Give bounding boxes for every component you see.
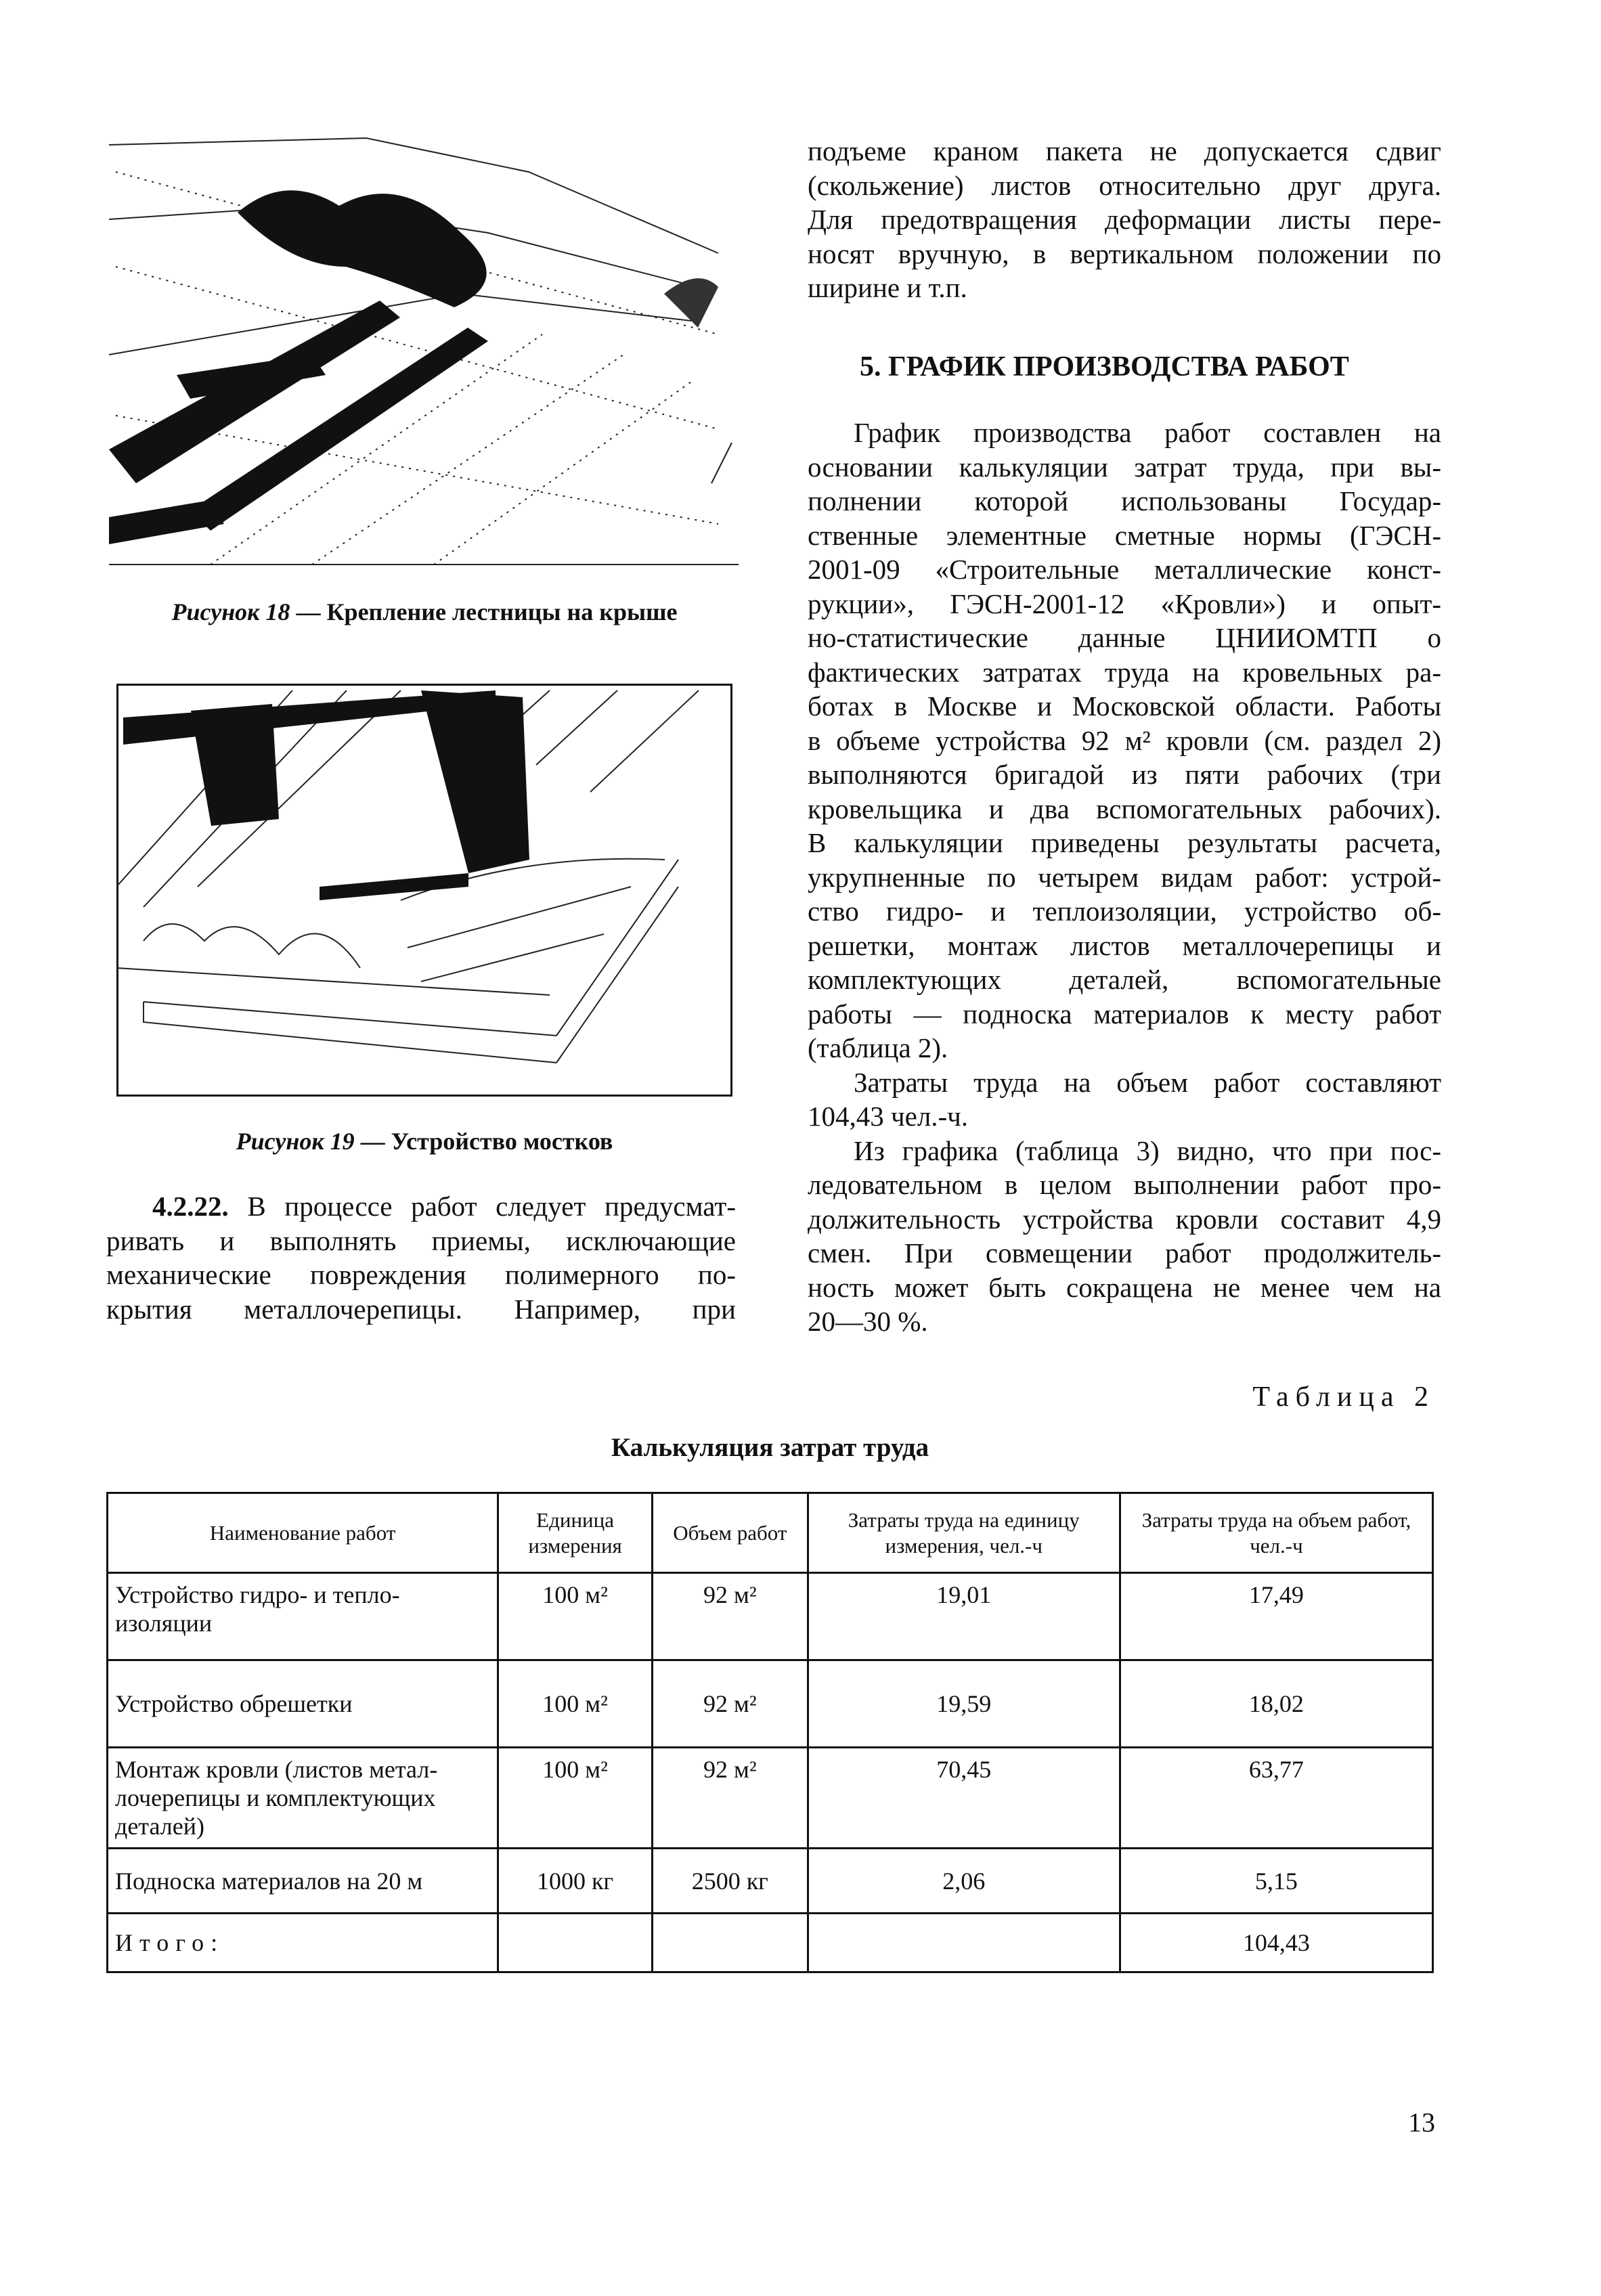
figure-18-roof-ladder-illustration <box>109 131 745 585</box>
table-title: Калькуляция затрат труда <box>611 1433 929 1462</box>
figure-19-label: Рисунок 19 <box>236 1128 355 1155</box>
table-row <box>108 1573 1433 1660</box>
table-row <box>108 1849 1433 1914</box>
section-paragraph-3 <box>808 1134 1441 1339</box>
cell: Итого: <box>108 1914 498 1972</box>
cell <box>498 1914 653 1972</box>
paragraph-line: (таблица 2). <box>808 1032 948 1063</box>
cell: Подноска материалов на 20 м <box>108 1849 498 1914</box>
header-cell: Затраты труда на объем работ, чел.-ч <box>1120 1493 1432 1573</box>
paragraph-line: рукции», ГЭСН-2001-12 «Кровли») и опыт- <box>808 588 1441 619</box>
paragraph-line: крытия металлочерепицы. Например, при <box>106 1293 736 1325</box>
paragraph-line: комплектующих деталей, вспомогательные <box>808 964 1441 995</box>
labor-cost-table <box>106 1492 1434 1973</box>
paragraph-line: основании калькуляции затрат труда, при вы- <box>808 451 1441 483</box>
section-body <box>808 416 1441 1339</box>
paragraph-line: ривать и выполнять приемы, исключающие <box>106 1224 736 1256</box>
cell: 100 м² <box>498 1748 653 1849</box>
paragraph-line: В калькуляции приведены результаты расчета, <box>808 827 1441 858</box>
figure-19-walkway-illustration <box>116 684 732 1097</box>
cell: 17,49 <box>1120 1573 1432 1660</box>
figure-18-caption-text: — Крепление лестницы на крыше <box>290 598 678 625</box>
paragraph-line: ство гидро- и теплоизоляции, устройство об- <box>808 896 1441 927</box>
cell: 19,01 <box>808 1573 1120 1660</box>
paragraph-line: График производства работ составлен на <box>854 417 1441 448</box>
paragraph-line: механические повреждения полимерного по- <box>106 1259 736 1290</box>
cell <box>808 1914 1120 1972</box>
cell: 18,02 <box>1120 1660 1432 1748</box>
table-header-row <box>108 1493 1433 1573</box>
paragraph-line: но-статистические данные ЦНИИОМТП о <box>808 622 1441 653</box>
figure-19-caption-text: — Устройство мостков <box>354 1128 613 1155</box>
figure-18-label: Рисунок 18 <box>171 598 290 625</box>
cell: Монтаж кровли (листов метал-лочерепицы и комплектующих деталей) <box>108 1748 498 1849</box>
paragraph-line: подъеме краном пакета не допускается сдвиг <box>808 135 1441 167</box>
right-column-continued-text <box>808 134 1441 305</box>
cell: 5,15 <box>1120 1849 1432 1914</box>
section-heading: 5. ГРАФИК ПРОИЗВОДСТВА РАБОТ <box>860 351 1349 382</box>
paragraph-line: укрупненные по четырем видам работ: устрой- <box>808 861 1441 893</box>
cell: 63,77 <box>1120 1748 1432 1849</box>
paragraph-line: носят вручную, в вертикальном положении по <box>808 238 1441 269</box>
table-label: Таблица 2 <box>1252 1382 1435 1413</box>
header-cell: Затраты труда на единицу измерения, чел.-ч <box>808 1493 1120 1573</box>
paragraph-line: Затраты труда на объем работ составляют <box>854 1066 1441 1098</box>
paragraph-line: Для предотвращения деформации листы пере- <box>808 204 1441 235</box>
cell: Устройство обрешетки <box>108 1660 498 1748</box>
cell: 1000 кг <box>498 1849 653 1914</box>
section-paragraph-1 <box>808 416 1441 1065</box>
cell: Устройство гидро- и тепло-изоляции <box>108 1573 498 1660</box>
cell: 92 м² <box>652 1573 808 1660</box>
paragraph-line: в объеме устройства 92 м² кровли (см. раздел 2) <box>808 724 1441 756</box>
cell: 2,06 <box>808 1849 1120 1914</box>
clause-number: 4.2.22. <box>152 1191 229 1222</box>
paragraph-line: кровельщика и два вспомогательных рабочих). <box>808 793 1441 824</box>
figure-18-caption <box>106 598 743 626</box>
header-cell: Объем работ <box>652 1493 808 1573</box>
paragraph-line: (скольжение) листов относительно друг друга. <box>808 169 1441 201</box>
cell: 2500 кг <box>652 1849 808 1914</box>
paragraph-line: смен. При совмещении работ продолжитель- <box>808 1237 1441 1268</box>
figure-19-caption <box>106 1127 743 1155</box>
cell: 70,45 <box>808 1748 1120 1849</box>
cell: 100 м² <box>498 1573 653 1660</box>
cell: 19,59 <box>808 1660 1120 1748</box>
paragraph-line: ледовательном в целом выполнении работ про- <box>808 1169 1441 1200</box>
header-cell: Единица измерения <box>498 1493 653 1573</box>
cell: 100 м² <box>498 1660 653 1748</box>
paragraph-line: 20—30 %. <box>808 1306 928 1337</box>
header-cell: Наименование работ <box>108 1493 498 1573</box>
paragraph-line: ботах в Москве и Московской области. Работы <box>808 690 1441 722</box>
paragraph-line: выполняются бригадой из пяти рабочих (три <box>808 759 1441 790</box>
page-number: 13 <box>1408 2107 1435 2138</box>
cell <box>652 1914 808 1972</box>
paragraph-line: ность может быть сокращена не менее чем на <box>808 1271 1441 1303</box>
paragraph-line: ширине и т.п. <box>808 272 967 303</box>
cell: 104,43 <box>1120 1914 1432 1972</box>
table-row <box>108 1660 1433 1748</box>
table-total-row <box>108 1914 1433 1972</box>
section-paragraph-2 <box>808 1065 1441 1134</box>
paragraph-line: 104,43 чел.-ч. <box>808 1101 969 1132</box>
cell: 92 м² <box>652 1748 808 1849</box>
paragraph-line <box>106 1189 736 1224</box>
cell: 92 м² <box>652 1660 808 1748</box>
paragraph-line: фактических затратах труда на кровельных ра- <box>808 656 1441 688</box>
line-text: В процессе работ следует предусмат- <box>228 1191 736 1222</box>
paragraph-line: решетки, монтаж листов металлочерепицы и <box>808 929 1441 961</box>
paragraph-line: Из графика (таблица 3) видно, что при пос- <box>854 1134 1441 1166</box>
paragraph-line: работы — подноска материалов к месту работ <box>808 998 1441 1030</box>
paragraph-line: должительность устройства кровли составит 4,9 <box>808 1203 1441 1235</box>
paragraph-4-2-22 <box>106 1189 736 1326</box>
paragraph-line: полнении которой использованы Государ- <box>808 485 1441 516</box>
paragraph-line: 2001-09 «Строительные металлические конст- <box>808 554 1441 585</box>
table-row <box>108 1748 1433 1849</box>
paragraph-line: ственные элементные сметные нормы (ГЭСН- <box>808 519 1441 551</box>
